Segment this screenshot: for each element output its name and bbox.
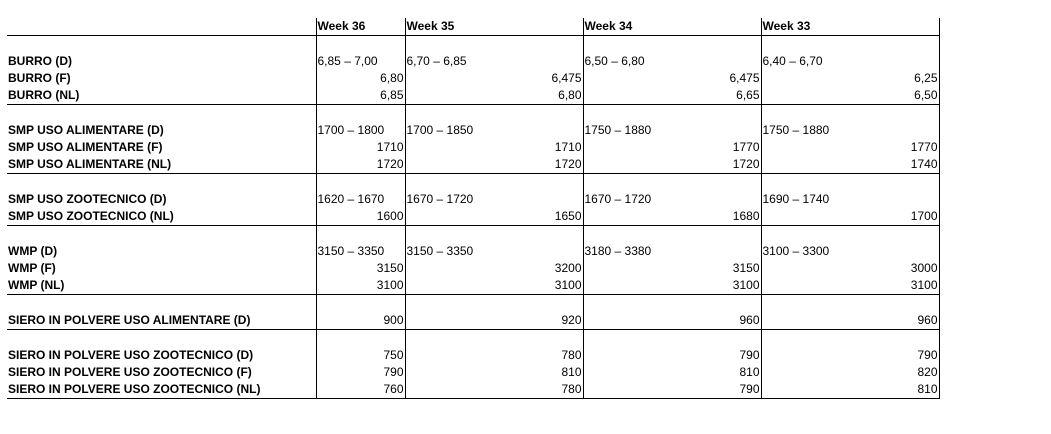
table-row [7,156,1028,174]
value-cell: 790 [761,347,939,364]
value-cell: 1700 – 1800 [316,122,405,139]
spacer-label-cell [7,330,316,348]
value-cell: 3100 [761,277,939,295]
spacer-value-cell [405,36,583,54]
week-header-2: Week 35 [405,18,583,36]
value-cell: 1700 [761,208,939,226]
value-cell: 3180 – 3380 [583,243,761,260]
value-cell: 1670 – 1720 [405,191,583,208]
row-label: BURRO (D) [8,54,72,68]
value-cell: 1770 [583,139,761,156]
value-cell: 780 [405,347,583,364]
value-cell: 1700 – 1850 [405,122,583,139]
header-label-cell [7,18,316,36]
spacer-label-cell [7,36,316,54]
value-cell: 960 [761,312,939,330]
value-cell: 1720 [405,156,583,174]
value-cell: 920 [405,312,583,330]
value-cell: 1750 – 1880 [761,122,939,139]
week-header-3: Week 34 [583,18,761,36]
row-label: SMP USO ZOOTECNICO (NL) [8,209,174,223]
value-cell: 790 [316,364,405,381]
value-cell: 6,85 – 7,00 [316,53,405,70]
value-cell: 6,40 – 6,70 [761,53,939,70]
spacer-value-cell [583,295,761,313]
value-cell: 1710 [316,139,405,156]
value-cell: 1750 – 1880 [583,122,761,139]
spacer-label-cell [7,295,316,313]
value-cell: 3200 [405,260,583,277]
spacer-row [7,36,1028,54]
price-table [7,18,1028,399]
row-label: SMP USO ALIMENTARE (D) [8,123,164,137]
value-cell: 3150 [316,260,405,277]
spacer-value-cell [405,226,583,244]
spacer-row [7,330,1028,348]
table-row [7,277,1028,295]
value-cell: 750 [316,347,405,364]
table-row [7,312,1028,330]
spacer-value-cell [316,330,405,348]
table-row [7,53,1028,70]
value-cell: 6,80 [405,87,583,105]
table-row [7,191,1028,208]
value-cell: 1740 [761,156,939,174]
spacer-value-cell [405,105,583,123]
value-cell: 3100 [583,277,761,295]
spacer-value-cell [316,226,405,244]
spacer-row [7,105,1028,123]
week-header-1: Week 36 [316,18,405,36]
row-label: SMP USO ZOOTECNICO (D) [8,192,167,206]
row-label: WMP (F) [8,261,56,275]
row-label: BURRO (NL) [8,88,80,102]
spacer-value-cell [583,330,761,348]
row-label: BURRO (F) [8,71,71,85]
value-cell: 960 [583,312,761,330]
table-row [7,364,1028,381]
value-cell: 900 [316,312,405,330]
spacer-value-cell [761,174,939,192]
spacer-label-cell [7,226,316,244]
value-cell: 1650 [405,208,583,226]
row-label: WMP (NL) [8,278,65,292]
spacer-value-cell [316,174,405,192]
row-label: SIERO IN POLVERE USO ZOOTECNICO (D) [8,348,254,362]
value-cell: 1600 [316,208,405,226]
spacer-value-cell [405,330,583,348]
value-cell: 1720 [583,156,761,174]
table-row [7,139,1028,156]
value-cell: 820 [761,364,939,381]
value-cell: 810 [761,381,939,399]
spacer-value-cell [761,105,939,123]
spacer-value-cell [761,226,939,244]
value-cell: 6,65 [583,87,761,105]
spacer-value-cell [583,105,761,123]
spacer-value-cell [761,36,939,54]
value-cell: 3000 [761,260,939,277]
spacer-value-cell [583,36,761,54]
value-cell: 3100 [316,277,405,295]
value-cell: 3150 – 3350 [405,243,583,260]
row-label: SIERO IN POLVERE USO ZOOTECNICO (NL) [7,381,316,399]
value-cell: 6,70 – 6,85 [405,53,583,70]
value-cell: 6,475 [583,70,761,87]
value-cell: 6,80 [316,70,405,87]
value-cell: 6,50 – 6,80 [583,53,761,70]
value-cell: 1620 – 1670 [316,191,405,208]
row-label: SIERO IN POLVERE USO ALIMENTARE (D) [8,313,251,327]
table-row [7,381,1028,399]
value-cell: 3100 – 3300 [761,243,939,260]
value-cell: 3100 [405,277,583,295]
value-cell: 3150 [583,260,761,277]
value-cell: 3150 – 3350 [316,243,405,260]
value-cell: 760 [316,381,405,399]
table-row [7,122,1028,139]
spacer-value-cell [761,295,939,313]
value-cell: 1680 [583,208,761,226]
table-row [7,208,1028,226]
value-cell: 1770 [761,139,939,156]
row-label: SMP USO ALIMENTARE (F) [8,140,163,154]
row-label: SMP USO ALIMENTARE (NL) [8,157,172,171]
value-cell: 1710 [405,139,583,156]
spacer-value-cell [583,174,761,192]
table-row [7,87,1028,105]
value-cell: 810 [405,364,583,381]
header-row [7,18,1028,36]
value-cell: 1690 – 1740 [761,191,939,208]
value-cell: 6,475 [405,70,583,87]
value-cell: 6,50 [761,87,939,105]
week-header-4: Week 33 [761,18,939,36]
spacer-row [7,295,1028,313]
spacer-value-cell [316,295,405,313]
spacer-row [7,174,1028,192]
table-row [7,260,1028,277]
value-cell: 790 [583,381,761,399]
spacer-value-cell [405,174,583,192]
value-cell: 6,85 [316,87,405,105]
table-row [7,347,1028,364]
row-label: SIERO IN POLVERE USO ZOOTECNICO (F) [8,365,252,379]
value-cell: 1670 – 1720 [583,191,761,208]
row-label: WMP (D) [8,244,58,258]
value-cell: 810 [583,364,761,381]
spacer-row [7,226,1028,244]
value-cell: 790 [583,347,761,364]
spacer-value-cell [316,36,405,54]
value-cell: 6,25 [761,70,939,87]
value-cell: 1720 [316,156,405,174]
spacer-value-cell [583,226,761,244]
table-row [7,243,1028,260]
spacer-label-cell [7,105,316,123]
table-row [7,70,1028,87]
spacer-label-cell [7,174,316,192]
value-cell: 780 [405,381,583,399]
spacer-value-cell [316,105,405,123]
spacer-value-cell [761,330,939,348]
spacer-value-cell [405,295,583,313]
